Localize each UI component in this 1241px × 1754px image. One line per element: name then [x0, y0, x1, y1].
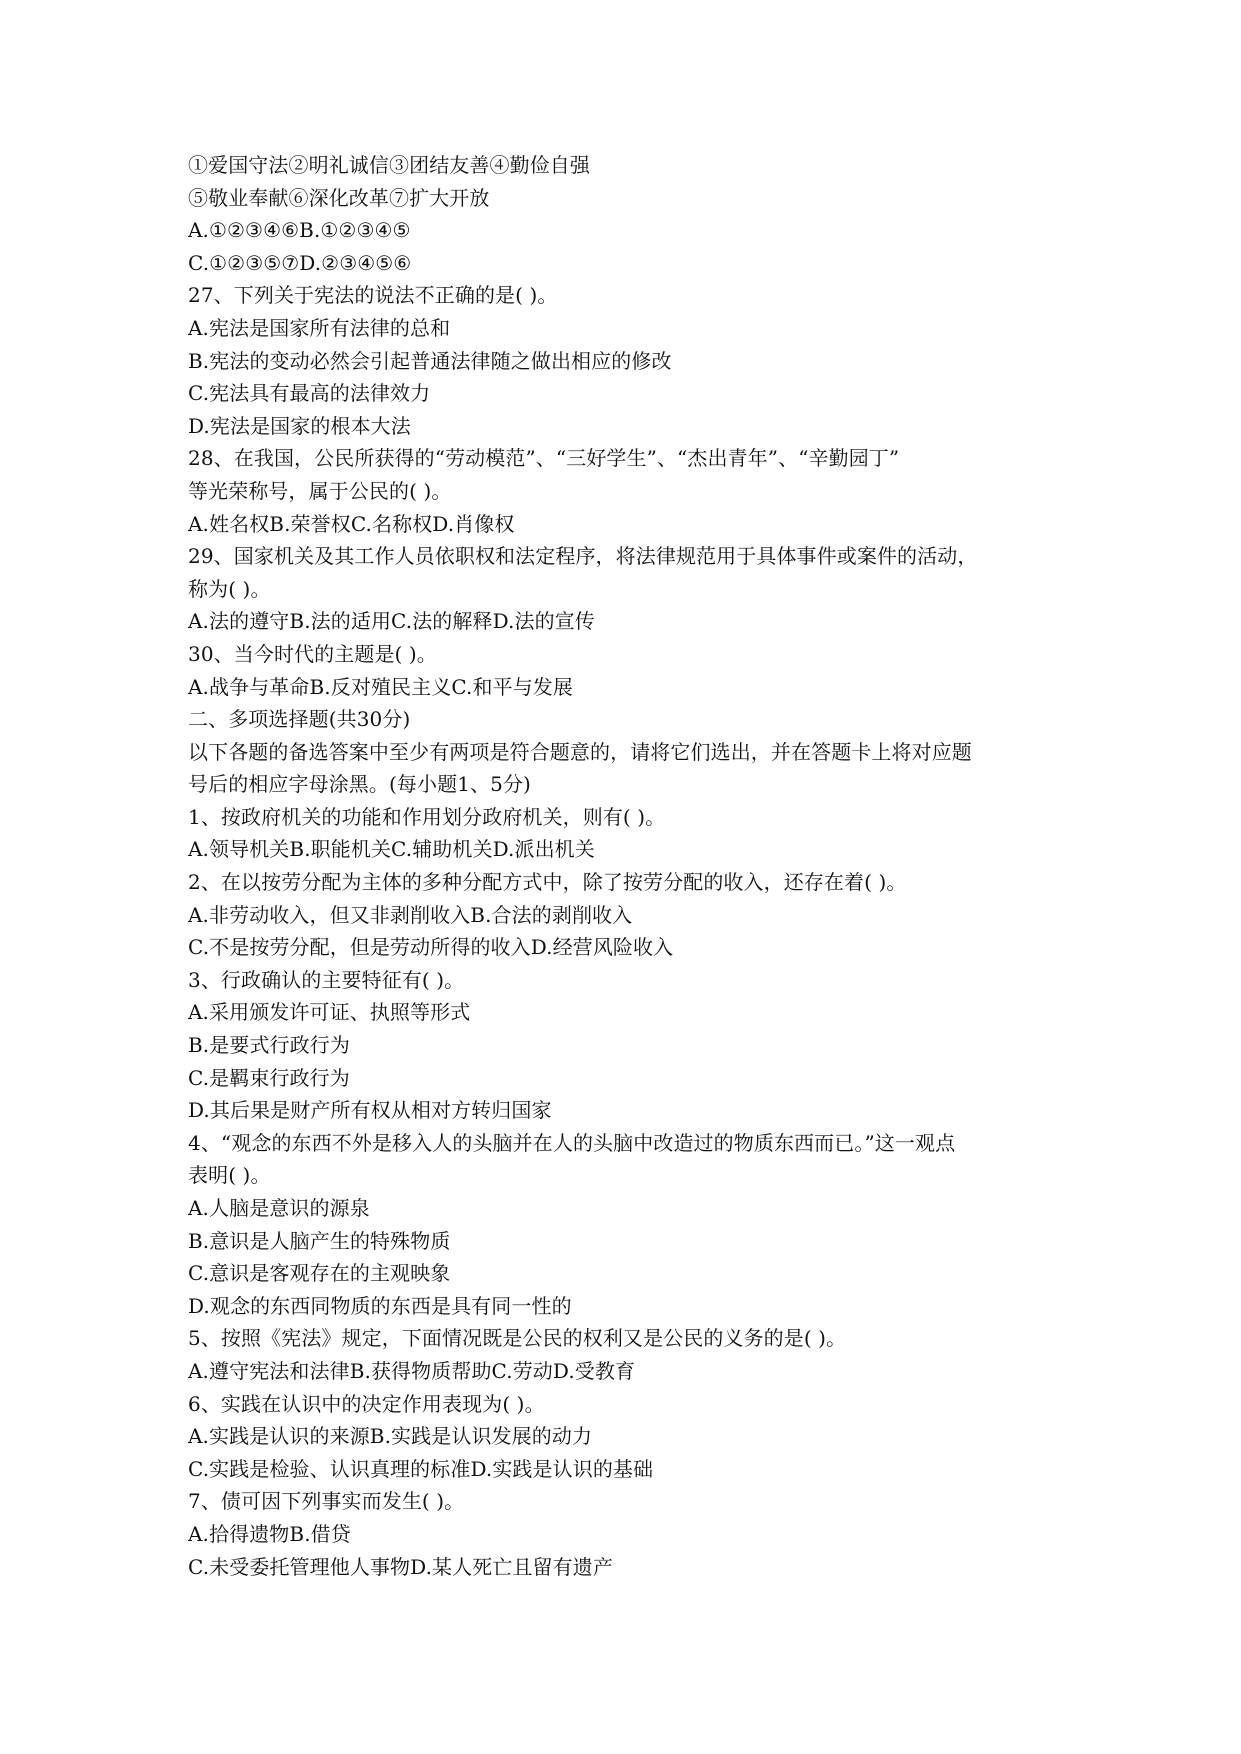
text-line: ⑤敬业奉献⑥深化改革⑦扩大开放 [188, 185, 490, 210]
answer-option: A.人脑是意识的源泉 [188, 1196, 370, 1220]
answer-option: A.姓名权B.荣誉权C.名称权D.肖像权 [188, 511, 515, 536]
text-line: ①爱国守法②明礼诚信③团结友善④勤俭自强 [188, 153, 590, 177]
question-1: 1、按政府机关的功能和作用划分政府机关，则有( )。 [188, 804, 666, 829]
question-29-continued: 称为( )。 [188, 576, 271, 601]
question-7: 7、债可因下列事实而发生( )。 [188, 1489, 465, 1514]
answer-option: A.实践是认识的来源B.实践是认识发展的动力 [188, 1424, 593, 1449]
question-30: 30、当今时代的主题是( )。 [188, 641, 437, 666]
answer-option: C.是羁束行政行为 [188, 1065, 350, 1090]
answer-option: C.①②③⑤⑦D.②③④⑤⑥ [188, 250, 412, 275]
answer-option: B.宪法的变动必然会引起普通法律随之做出相应的修改 [188, 348, 672, 373]
answer-option: C.宪法具有最高的法律效力 [188, 381, 431, 406]
question-28-continued: 等光荣称号，属于公民的( )。 [188, 478, 452, 503]
answer-option: B.意识是人脑产生的特殊物质 [188, 1228, 451, 1253]
document-text [188, 149, 1068, 1583]
question-2: 2、在以按劳分配为主体的多种分配方式中，除了按劳分配的收入，还存在着( )。 [188, 870, 907, 895]
answer-option: C.不是按劳分配，但是劳动所得的收入D.经营风险收入 [188, 935, 674, 960]
question-4: 4、“观念的东西不外是移入人的头脑并在人的头脑中改造过的物质东西而已。”这一观点 [188, 1130, 956, 1155]
question-6: 6、实践在认识中的决定作用表现为( )。 [188, 1391, 545, 1416]
section-instructions: 以下各题的备选答案中至少有两项是符合题意的，请将它们选出，并在答题卡上将对应题 [188, 739, 972, 764]
answer-option: A.领导机关B.职能机关C.辅助机关D.派出机关 [188, 837, 595, 862]
question-29: 29、国家机关及其工作人员依职权和法定程序，将法律规范用于具体事件或案件的活动， [188, 544, 978, 569]
answer-option: A.①②③④⑥B.①②③④⑤ [188, 218, 411, 243]
answer-option: D.其后果是财产所有权从相对方转归国家 [188, 1098, 552, 1123]
answer-option: C.未受委托管理他人事物D.某人死亡且留有遗产 [188, 1554, 613, 1579]
section-heading: 二、多项选择题(共30分) [188, 707, 411, 732]
answer-option: A.非劳动收入，但又非剥削收入B.合法的剥削收入 [188, 902, 633, 927]
question-5: 5、按照《宪法》规定，下面情况既是公民的权利又是公民的义务的是( )。 [188, 1326, 847, 1351]
answer-option: A.采用颁发许可证、执照等形式 [188, 1000, 471, 1025]
question-27: 27、下列关于宪法的说法不正确的是( )。 [188, 283, 558, 308]
answer-option: C.意识是客观存在的主观映象 [188, 1261, 451, 1286]
answer-option: A.遵守宪法和法律B.获得物质帮助C.劳动D.受教育 [188, 1358, 636, 1383]
answer-option: D.观念的东西同物质的东西是具有同一性的 [188, 1293, 572, 1318]
question-4-continued: 表明( )。 [188, 1163, 271, 1188]
answer-option: A.法的遵守B.法的适用C.法的解释D.法的宣传 [188, 609, 595, 634]
answer-option: A.战争与革命B.反对殖民主义C.和平与发展 [188, 674, 574, 699]
section-instructions-continued: 号后的相应字母涂黑。(每小题1、5分) [188, 772, 531, 797]
answer-option: C.实践是检验、认识真理的标准D.实践是认识的基础 [188, 1456, 654, 1481]
question-28: 28、在我国，公民所获得的“劳动模范”、“三好学生”、“杰出青年”、“辛勤园丁” [188, 446, 900, 471]
question-3: 3、行政确认的主要特征有( )。 [188, 967, 465, 992]
answer-option: A.拾得遗物B.借贷 [188, 1521, 351, 1546]
answer-option: B.是要式行政行为 [188, 1033, 350, 1058]
answer-option: D.宪法是国家的根本大法 [188, 413, 411, 438]
answer-option: A.宪法是国家所有法律的总和 [188, 315, 451, 340]
